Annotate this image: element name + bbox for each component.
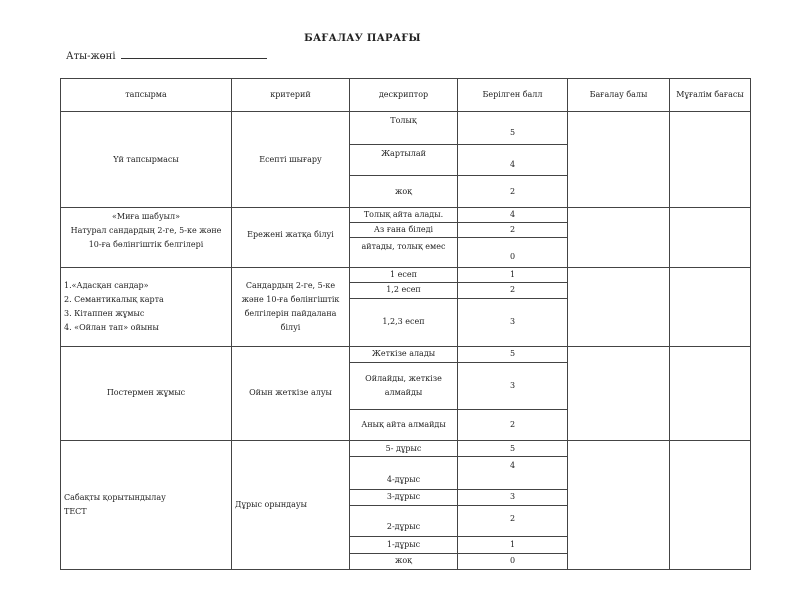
descriptor-cell: Жеткізе алады [350, 346, 458, 362]
name-label: Аты-жөні [66, 51, 116, 62]
table-row [61, 346, 751, 362]
assessment-table [60, 78, 751, 570]
task-text: Натурал сандардың 2-ге, 5-ке және [70, 225, 222, 235]
header-assessment-points: Бағалау балы [568, 79, 670, 112]
task-text: 4. «Ойлан тап» ойыны [64, 322, 159, 332]
criterion-text: белгілерін пайдалана [244, 308, 337, 318]
teacher-grade-cell[interactable] [670, 267, 751, 346]
descriptor-cell: 1 есеп [350, 267, 458, 282]
descriptor-cell: айтады, толық емес [350, 238, 458, 267]
header-criterion: критерий [232, 79, 350, 112]
points-cell: 2 [458, 505, 568, 536]
points-cell: 1 [458, 267, 568, 282]
teacher-grade-cell[interactable] [670, 441, 751, 570]
descriptor-cell: Анық айта алмайды [350, 409, 458, 440]
points-cell: 4 [458, 144, 568, 175]
name-field-line [66, 49, 267, 62]
task-text: «Миға шабуыл» [112, 211, 180, 221]
table-row [61, 267, 751, 282]
criterion-text: Есепті шығару [259, 154, 322, 164]
assessment-score-cell[interactable] [568, 346, 670, 440]
task-cell [61, 112, 232, 207]
assessment-score-cell[interactable] [568, 112, 670, 207]
descriptor-cell: Жартылай [350, 144, 458, 175]
teacher-grade-cell[interactable] [670, 207, 751, 267]
table-row [61, 112, 751, 144]
task-text: Постермен жұмыс [106, 388, 186, 398]
descriptor-cell: 4-дұрыс [350, 457, 458, 489]
points-cell: 5 [458, 441, 568, 457]
points-cell: 3 [458, 489, 568, 505]
descriptor-cell: Аз ғана біледі [350, 223, 458, 238]
criterion-cell [232, 207, 350, 267]
descriptor-cell: 5- дұрыс [350, 441, 458, 457]
descriptor-cell: 1-дұрыс [350, 537, 458, 553]
assessment-score-cell[interactable] [568, 207, 670, 267]
descriptor-cell: жоқ [350, 553, 458, 569]
task-text: 3. Кітаппен жұмыс [64, 308, 145, 318]
criterion-cell [232, 441, 350, 570]
criterion-text: Ережені жатқа білуі [247, 230, 334, 240]
points-cell: 3 [458, 299, 568, 347]
assessment-score-cell[interactable] [568, 267, 670, 346]
criterion-cell [232, 346, 350, 440]
teacher-grade-cell[interactable] [670, 346, 751, 440]
points-cell: 2 [458, 223, 568, 238]
task-text: 2. Семантикалық карта [64, 294, 164, 304]
header-task: тапсырма [61, 79, 232, 112]
task-cell [61, 267, 232, 346]
descriptor-cell: 3-дұрыс [350, 489, 458, 505]
descriptor-cell: 2-дұрыс [350, 505, 458, 536]
header-teacher-grade: Мұғалім бағасы [670, 79, 751, 112]
points-cell: 5 [458, 346, 568, 362]
table-row [61, 441, 751, 457]
task-cell [61, 207, 232, 267]
task-text: ТЕСТ [64, 507, 87, 516]
criterion-text: Дұрыс орындауы [235, 500, 307, 509]
criterion-text: білуі [280, 322, 301, 332]
points-cell: 4 [458, 207, 568, 222]
points-cell: 0 [458, 238, 568, 267]
teacher-grade-cell[interactable] [670, 112, 751, 207]
descriptor-cell: Толық [350, 112, 458, 144]
name-blank-underline[interactable] [121, 49, 267, 59]
points-cell: 3 [458, 362, 568, 409]
criterion-cell [232, 112, 350, 207]
task-text: Үй тапсырмасы [113, 154, 179, 164]
points-cell: 0 [458, 553, 568, 569]
points-cell: 4 [458, 457, 568, 489]
header-descriptor: дескриптор [350, 79, 458, 112]
criterion-text: Сандардың 2-ге, 5-ке [245, 280, 336, 290]
task-text: 10-ға бөлінгіштік белгілері [88, 239, 204, 249]
header-row [61, 79, 751, 112]
descriptor-cell: Толық айта алады. [350, 207, 458, 222]
points-cell: 1 [458, 537, 568, 553]
task-text: Сабақты қорытындылау [64, 493, 166, 502]
header-given-points: Берілген балл [458, 79, 568, 112]
assessment-score-cell[interactable] [568, 441, 670, 570]
descriptor-cell: 1,2,3 есеп [350, 299, 458, 347]
task-cell [61, 346, 232, 440]
points-cell: 2 [458, 282, 568, 298]
descriptor-cell: жоқ [350, 176, 458, 207]
criterion-text: және 10-ға бөлінгіштік [241, 294, 340, 304]
descriptor-cell: 1,2 есеп [350, 282, 458, 298]
points-cell: 2 [458, 176, 568, 207]
criterion-cell [232, 267, 350, 346]
criterion-text: Ойын жеткізе алуы [249, 388, 332, 398]
table-row [61, 207, 751, 222]
page-title: БАҒАЛАУ ПАРАҒЫ [304, 33, 421, 44]
descriptor-cell: Ойлайды, жеткізе алмайды [350, 362, 458, 409]
task-cell [61, 441, 232, 570]
points-cell: 5 [458, 112, 568, 144]
task-text: 1.«Адасқан сандар» [64, 280, 149, 290]
points-cell: 2 [458, 409, 568, 440]
